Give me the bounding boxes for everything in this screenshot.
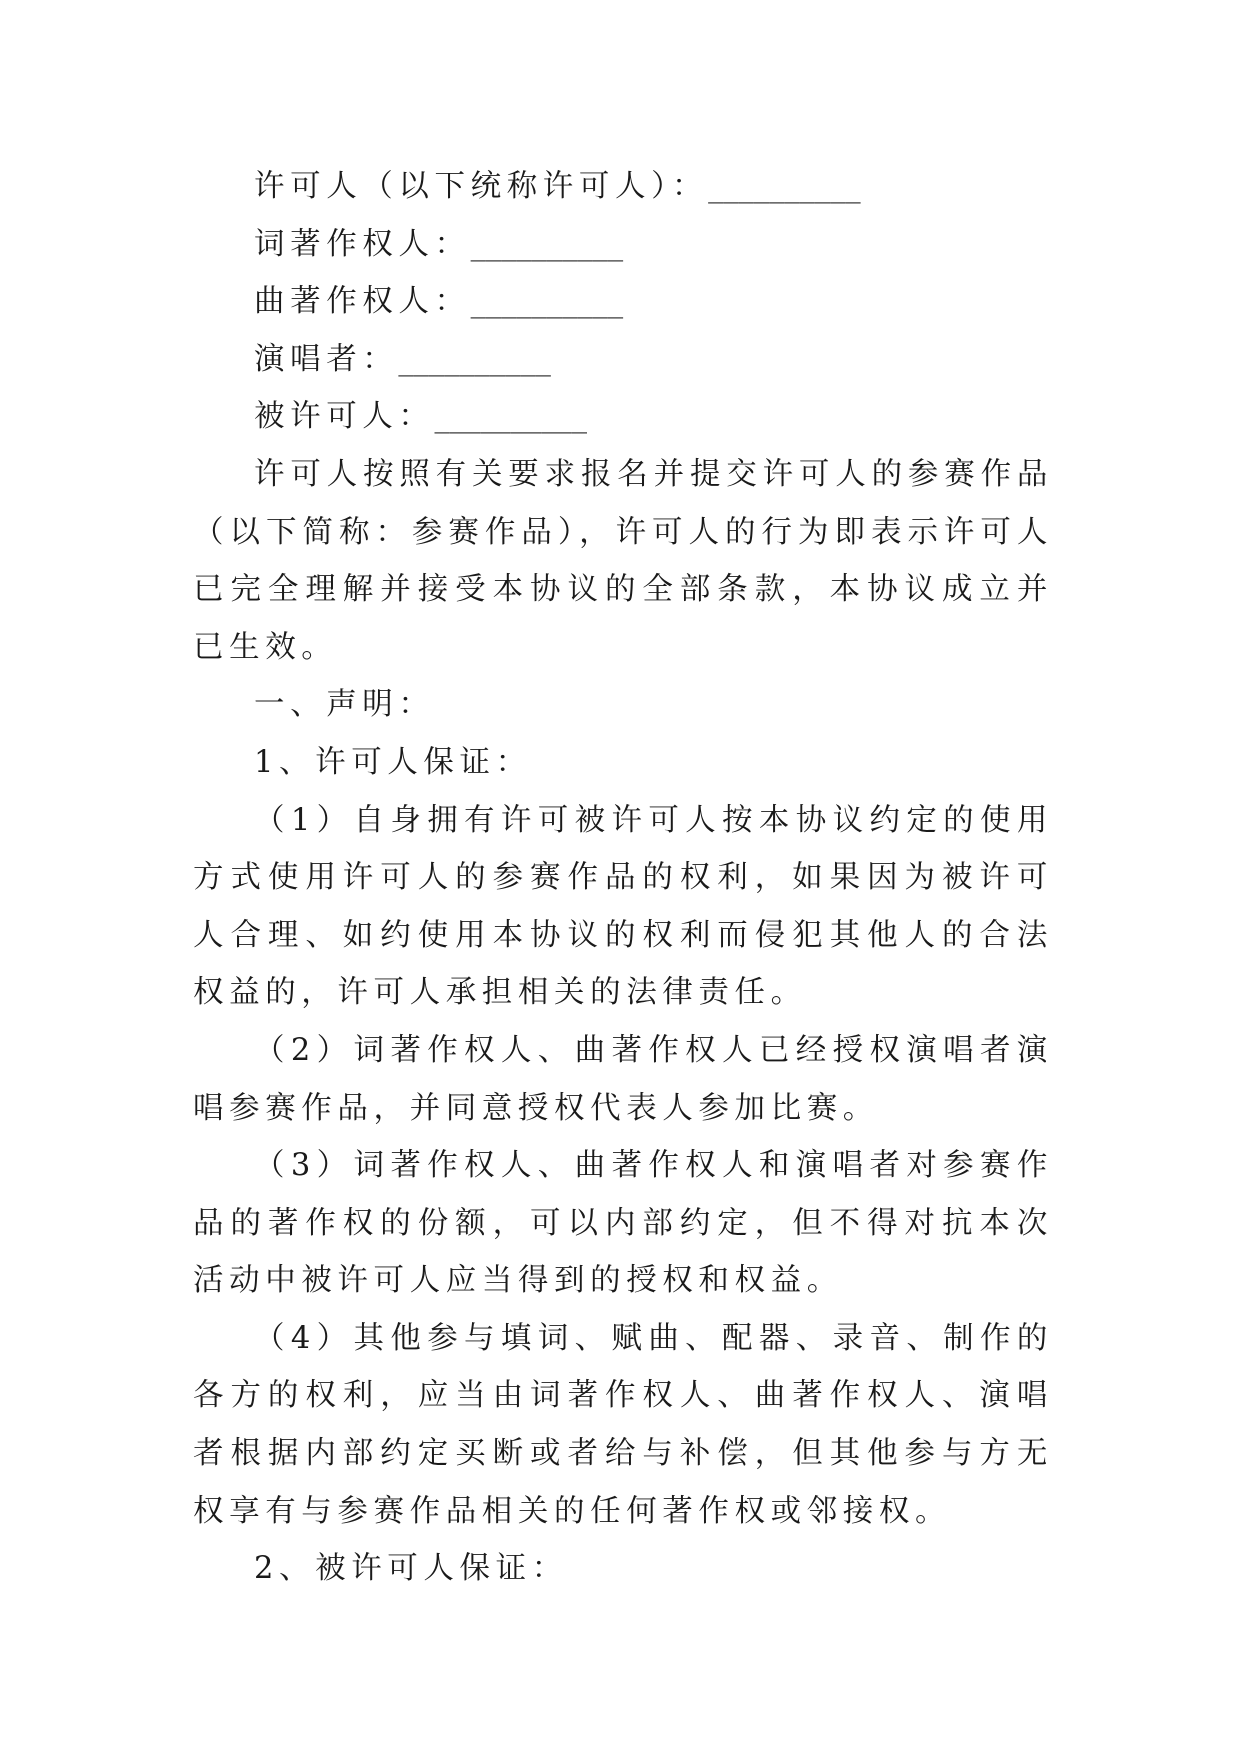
- licensor-field: [193, 158, 1053, 216]
- licensor-blank: __________: [708, 169, 861, 204]
- clause-1-paragraph: （1）自身拥有许可被许可人按本协议约定的使用方式使用许可人的参赛作品的权利，如果因为被许可人合理、如约使用本协议的权利而侵犯其他人的合法权益的，许可人承担相关的法律责任。: [193, 802, 1053, 1011]
- licensee-blank: __________: [434, 399, 587, 435]
- music-copyright-owner-field: [193, 273, 1053, 331]
- performer-label: 演唱者：: [254, 341, 399, 377]
- lyrics-copyright-owner-field: [193, 216, 1053, 274]
- performer-field: [193, 331, 1053, 389]
- section-1-heading: 一、声明：: [254, 687, 435, 723]
- licensee-label: 被许可人：: [254, 399, 435, 435]
- lyrics-copyright-owner-label: 词著作权人：: [254, 226, 471, 262]
- performer-blank: __________: [398, 341, 551, 377]
- licensor-label: 许可人（以下统称许可人）：: [254, 169, 709, 204]
- item-2-heading: 2、被许可人保证：: [254, 1551, 568, 1587]
- intro-paragraph: 许可人按照有关要求报名并提交许可人的参赛作品（以下简称：参赛作品），许可人的行为即表示许可人已完全理解并接受本协议的全部条款，本协议成立并已生效。: [193, 456, 1053, 665]
- agreement-body: [193, 158, 1053, 1598]
- music-copyright-owner-blank: __________: [470, 284, 624, 320]
- lyrics-copyright-owner-blank: __________: [470, 226, 624, 262]
- clause-2-paragraph: （2）词著作权人、曲著作权人已经授权演唱者演唱参赛作品，并同意授权代表人参加比赛。: [193, 1032, 1053, 1126]
- clause-4-paragraph: （4）其他参与填词、赋曲、配器、录音、制作的各方的权利，应当由词著作权人、曲著作权人、演唱者根据内部约定买断或者给与补偿，但其他参与方无权享有与参赛作品相关的任何著作权或邻接权。: [193, 1320, 1053, 1529]
- licensee-field: [193, 388, 1053, 446]
- music-copyright-owner-label: 曲著作权人：: [254, 284, 471, 320]
- clause-3-paragraph: （3）词著作权人、曲著作权人和演唱者对参赛作品的著作权的份额，可以内部约定，但不得对抗本次活动中被许可人应当得到的授权和权益。: [193, 1148, 1053, 1299]
- item-1-heading: 1、许可人保证：: [254, 744, 532, 780]
